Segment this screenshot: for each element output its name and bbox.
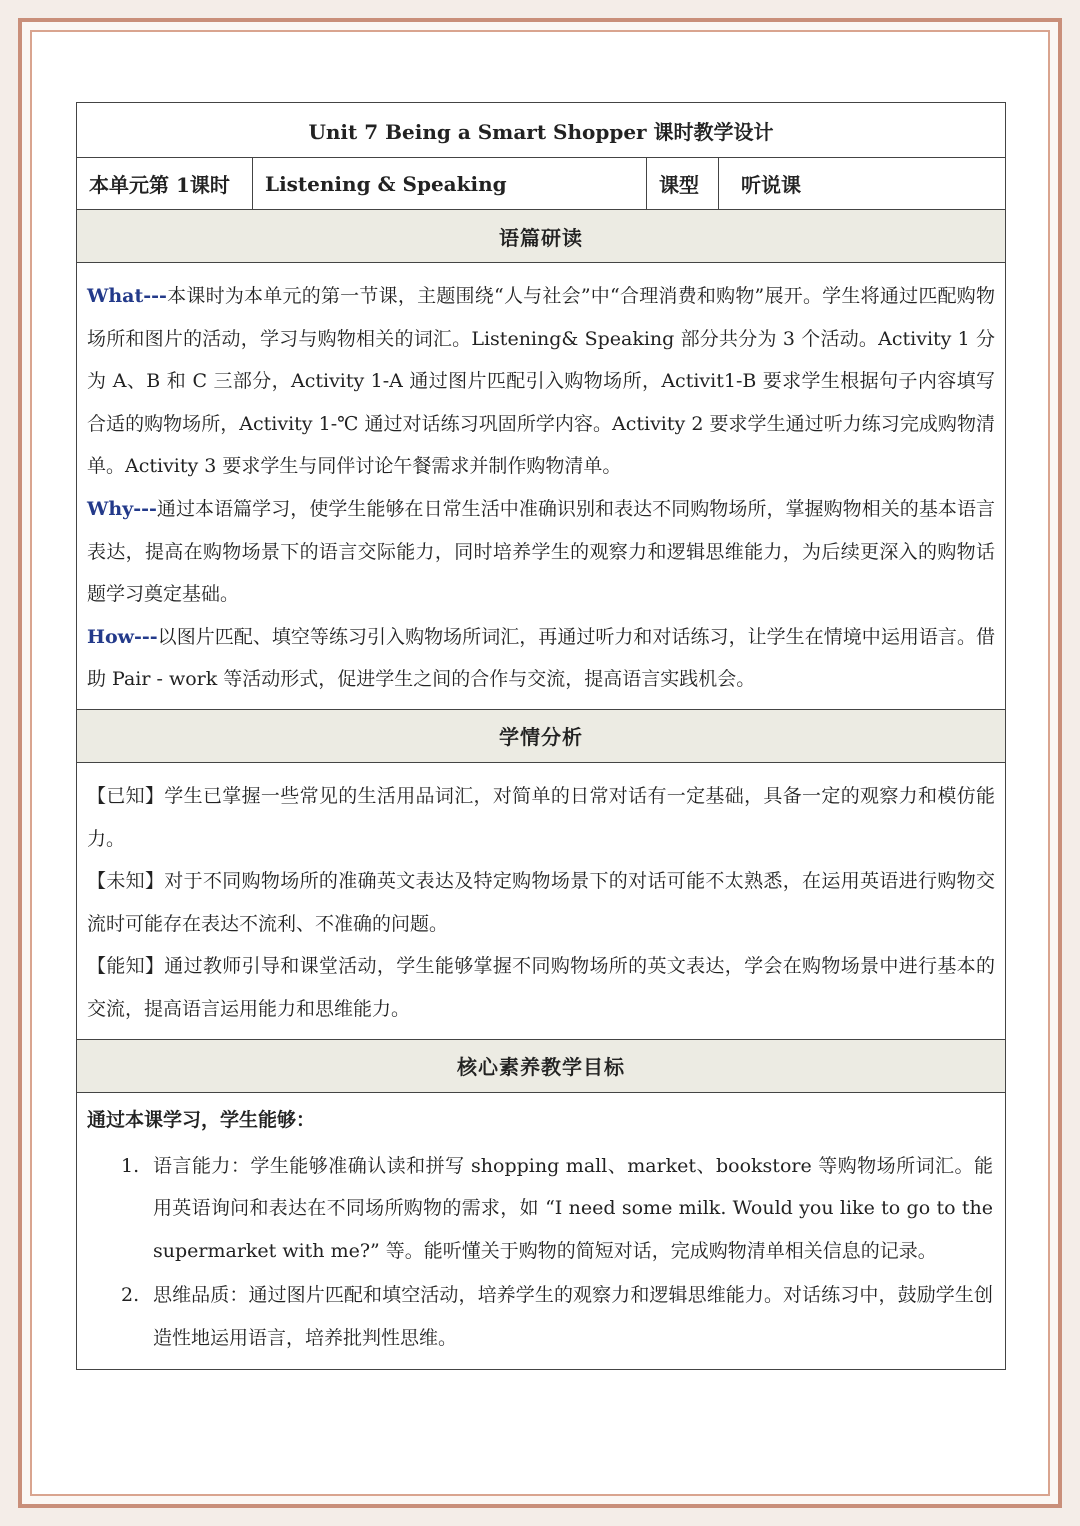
able-paragraph: 【能知】通过教师引导和课堂活动，学生能够掌握不同购物场所的英文表达，学会在购物场景中进行基本的交流，提高语言运用能力和思维能力。 [87, 955, 995, 1020]
lesson-number: 本单元第 1课时 [77, 158, 253, 209]
why-text: 通过本语篇学习，使学生能够在日常生活中准确识别和表达不同购物场所，掌握购物相关的基本语言表达，提高在购物场景下的语言交际能力，同时培养学生的观察力和逻辑思维能力，为后续更深入的购物话题学习奠定基础。 [87, 497, 995, 606]
why-label: Why--- [87, 497, 157, 520]
objective-text: 语言能力：学生能够准确认读和拼写 shopping mall、market、bookstore 等购物场所词汇。能用英语询问和表达在不同场所购物的需求，如 “I need some milk. Would you like to go to the supermarket with me?” 等。能听懂关于购物的简短对话，完成购物清单相关信息的记录。 [153, 1154, 993, 1262]
lesson-info-row [77, 158, 1005, 210]
objective-item [87, 1145, 995, 1273]
what-label: What--- [87, 285, 167, 307]
objective-number: 1. [121, 1154, 140, 1177]
objectives-heading: 核心素养教学目标 [77, 1040, 1005, 1093]
lesson-type-value: 听说课 [741, 173, 801, 197]
known-paragraph: 【已知】学生已掌握一些常见的生活用品词汇，对简单的日常对话有一定基础，具备一定的观察力和模仿能力。 [87, 784, 995, 850]
student-analysis-body [77, 763, 1005, 1040]
objective-text: 思维品质：通过图片匹配和填空活动，培养学生的观察力和逻辑思维能力。对话练习中，鼓励学生创造性地运用语言，培养批判性思维。 [153, 1284, 993, 1349]
how-label: How--- [87, 625, 158, 648]
objectives-body [77, 1093, 1005, 1370]
why-paragraph [87, 488, 995, 616]
unknown-paragraph: 【未知】对于不同购物场所的准确英文表达及特定购物场景下的对话可能不太熟悉，在运用英语进行购物交流时可能存在表达不流利、不准确的问题。 [87, 870, 995, 935]
text-analysis-heading: 语篇研读 [77, 210, 1005, 263]
how-paragraph [87, 616, 995, 701]
objective-number: 2. [121, 1284, 140, 1307]
text-analysis-body [77, 263, 1005, 710]
how-text: 以图片匹配、填空等练习引入购物场所词汇，再通过听力和对话练习，让学生在情境中运用语言。借助 Pair - work 等活动形式，促进学生之间的合作与交流，提高语言实践机会。 [87, 625, 995, 691]
lesson-topic: Listening & Speaking [253, 158, 647, 209]
what-text: 本课时为本单元的第一节课，主题围绕“人与社会”中“合理消费和购物”展开。学生将通过匹配购物场所和图片的活动，学习与购物相关的词汇。Listening& Speaking 部分共分为 3 个活动。Activity 1 分为 A、B 和 C 三部分，Activity 1-A 通过图片匹配引入购物场所，Activit1-B 要求学生根据句子内容填写合适的购物场所，Activity 1-℃ 通过对话练习巩固所学内容。Activity 2 要求学生通过听力练习完成购物清单。Activity 3 要求学生与同伴讨论午餐需求并制作购物清单。 [87, 285, 995, 478]
document-title: Unit 7 Being a Smart Shopper 课时教学设计 [77, 103, 1005, 158]
what-paragraph [87, 275, 995, 488]
objective-item [87, 1274, 995, 1359]
objectives-intro: 通过本课学习，学生能够： [87, 1108, 316, 1131]
student-analysis-heading: 学情分析 [77, 710, 1005, 763]
lesson-type-label: 课型 [647, 158, 719, 209]
lesson-plan-table [76, 102, 1006, 1370]
